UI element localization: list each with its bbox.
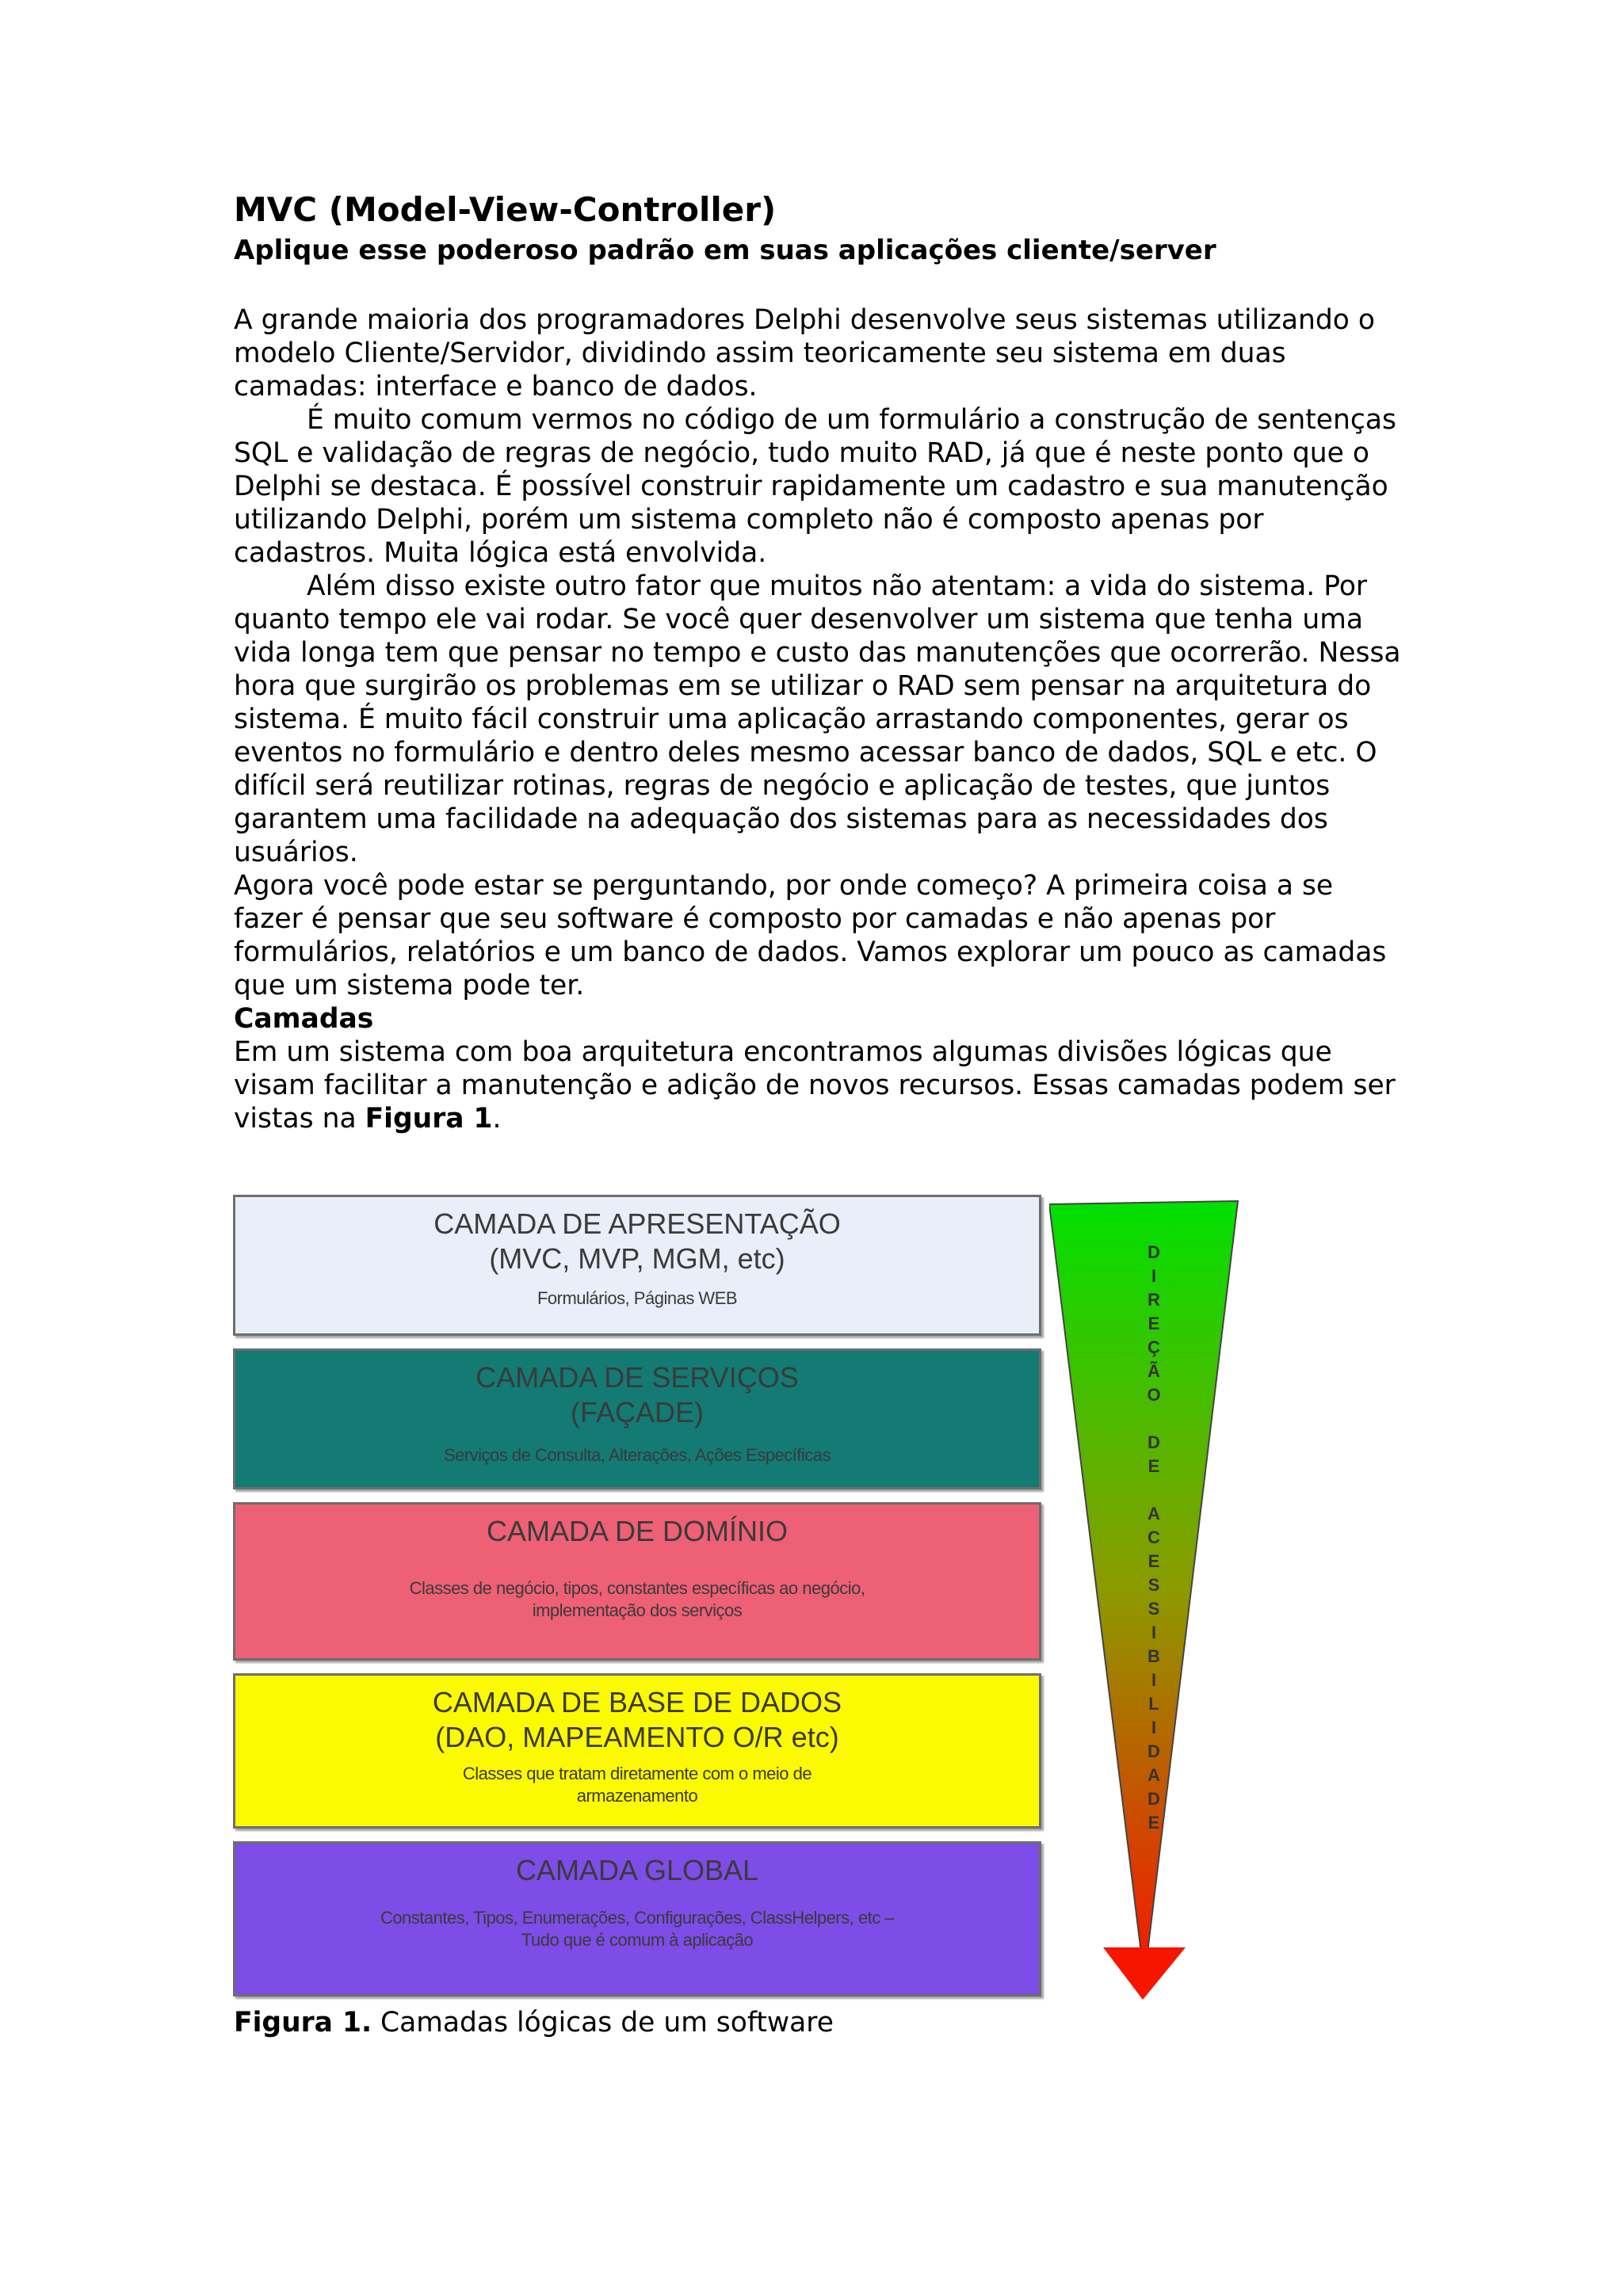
layer-title: CAMADA DE DOMÍNIO	[486, 1515, 789, 1547]
arrow-label-letter: E	[1148, 1551, 1160, 1571]
arrow-label-letter: D	[1148, 1432, 1160, 1452]
paragraph-3: Além disso existe outro fator que muitos não atentam: a vida do sistema. Por quanto tempo ele vai rodar. Se você quer desenvolver um sistema que tenha uma vida longa tem que pensar no tempo e custo das manutenções que ocorrerão. Nessa hora que surgirão os problemas em se utilizar o RAD sem pensar na arquitetura do sistema. É muito fácil construir uma aplicação arrastando componentes, gerar os eventos no formulário e dentro deles mesmo acessar banco de dados, SQL e etc. O difícil será reutilizar rotinas, regras de negócio e aplicação de testes, que juntos garantem uma facilidade na adequação dos sistemas para as necessidades dos usuários.	[234, 570, 1401, 868]
layer-global	[233, 1841, 1041, 1997]
arrow-label-letter: D	[1148, 1242, 1160, 1262]
arrow-label-letter	[1151, 1478, 1156, 1502]
arrow-label-letter: S	[1148, 1599, 1160, 1619]
layer-description: Classes que tratam diretamente com o meio de	[462, 1764, 812, 1783]
layer-services	[233, 1348, 1041, 1489]
paragraph-1: A grande maioria dos programadores Delphi desenvolve seus sistemas utilizando o modelo Cliente/Servidor, dividindo assim teoricamente seu sistema em duas camadas: interface e banco de dados.	[234, 304, 1375, 402]
paragraph-5-text: Em um sistema com boa arquitetura encontramos algumas divisões lógicas que visam facilitar a manutenção e adição de novos recursos. Essas camadas podem ser vistas na	[234, 1036, 1396, 1135]
layer-description-2: Tudo que é comum à aplicação	[521, 1930, 754, 1950]
arrow-label-letter: I	[1151, 1266, 1157, 1286]
paragraph-5	[234, 1035, 1407, 1135]
layer-description: Formulários, Páginas WEB	[537, 1288, 738, 1308]
arrow-head	[1103, 1947, 1186, 2000]
arrow-label-letter: L	[1148, 1694, 1159, 1714]
layer-presentation	[233, 1195, 1041, 1336]
arrow-label-letter: D	[1148, 1741, 1160, 1761]
arrow-label-letter: S	[1148, 1575, 1160, 1595]
arrow-label-letter	[1151, 1407, 1156, 1431]
arrow-label-letter: R	[1148, 1290, 1160, 1310]
layer-title: CAMADA DE APRESENTAÇÃO	[433, 1207, 841, 1240]
arrow-label-letter: I	[1151, 1670, 1157, 1690]
page-subtitle: Aplique esse poderoso padrão em suas aplicações cliente/server	[234, 235, 1216, 266]
figure-caption	[234, 2006, 834, 2039]
layers-figure	[233, 1195, 1255, 2011]
layer-description-2: implementação dos serviços	[532, 1600, 743, 1620]
arrow-label-letter: D	[1148, 1789, 1160, 1809]
caption-label: Figura 1.	[234, 2007, 372, 2039]
layer-title: CAMADA DE BASE DE DADOS	[432, 1686, 842, 1718]
layer-domain	[233, 1502, 1041, 1661]
arrow-label-letter: I	[1151, 1718, 1157, 1737]
layer-description: Serviços de Consulta, Alterações, Ações Específicas	[443, 1445, 831, 1465]
layer-subtitle: (FAÇADE)	[570, 1396, 704, 1428]
arrow-label-letter: B	[1148, 1646, 1160, 1666]
layer-description: Classes de negócio, tipos, constantes específicas ao negócio,	[409, 1578, 865, 1598]
layer-database	[233, 1673, 1041, 1829]
layer-subtitle: (MVC, MVP, MGM, etc)	[489, 1242, 785, 1275]
paragraph-2: É muito comum vermos no código de um formulário a construção de sentenças SQL e validação de regras de negócio, tudo muito RAD, já que é neste ponto que o Delphi se destaca. É possível construir rapidamente um cadastro e sua manutenção utilizando Delphi, porém um sistema completo não é composto apenas por cadastros. Muita lógica está envolvida.	[234, 404, 1396, 569]
layer-description-2: armazenamento	[576, 1786, 698, 1806]
layer-title: CAMADA DE SERVIÇOS	[475, 1361, 799, 1394]
arrow-label-letter: O	[1147, 1385, 1161, 1405]
arrow-label-letter: Ç	[1148, 1337, 1160, 1357]
article-body	[234, 303, 1407, 1135]
paragraph-5-end: .	[492, 1103, 502, 1135]
arrow-label-letter: I	[1151, 1623, 1157, 1642]
arrow-label	[1142, 1241, 1166, 1835]
arrow-label-letter: E	[1148, 1314, 1160, 1333]
section-heading: Camadas	[234, 1003, 374, 1035]
layer-title: CAMADA GLOBAL	[515, 1854, 759, 1886]
arrow-label-letter: A	[1148, 1765, 1160, 1785]
arrow-label-letter: C	[1148, 1527, 1160, 1547]
arrow-label-letter: Ã	[1148, 1361, 1160, 1381]
layer-subtitle: (DAO, MAPEAMENTO O/R etc)	[435, 1721, 839, 1753]
arrow-label-letter: E	[1148, 1813, 1160, 1833]
paragraph-4: Agora você pode estar se perguntando, por onde começo? A primeira coisa a se fazer é pensar que seu software é composto por camadas e não apenas por formulários, relatórios e um banco de dados. Vamos explorar um pouco as camadas que um sistema pode ter.	[234, 870, 1387, 1001]
figure-reference: Figura 1	[365, 1103, 493, 1135]
caption-text: Camadas lógicas de um software	[372, 2007, 834, 2039]
arrow-label-letter: E	[1148, 1456, 1160, 1476]
layer-description: Constantes, Tipos, Enumerações, Configurações, ClassHelpers, etc –	[380, 1908, 895, 1928]
page-title: MVC (Model-View-Controller)	[234, 190, 777, 229]
arrow-label-letter: A	[1148, 1504, 1160, 1524]
